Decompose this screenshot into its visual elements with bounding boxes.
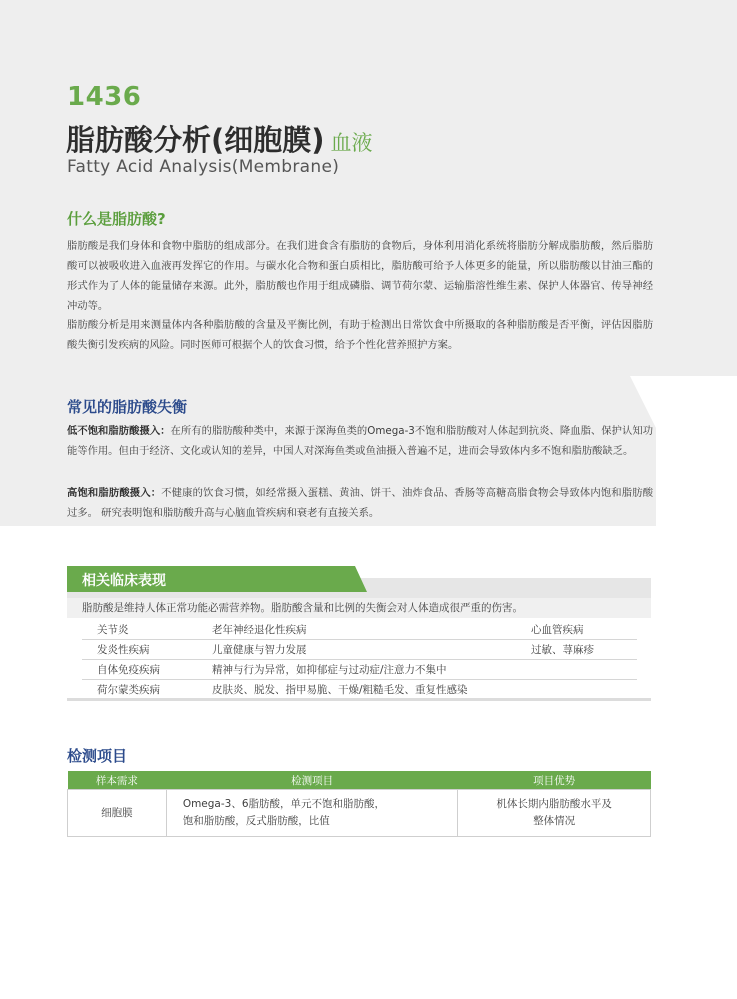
high-saturated-label: 高饱和脂肪酸摄入： <box>67 487 162 499</box>
clinical-cell: 老年神经退化性疾病 <box>212 624 307 636</box>
what-is-paragraph-2: 脂肪酸分析是用来测量体内各种脂肪酸的含量及平衡比例，有助于检测出日常饮食中所摄取的各种脂肪酸是否平衡，评估因脂肪酸失衡引发疾病的风险。同时医师可根据个人的饮食习惯，给予个性化营养照护方案。 <box>67 319 653 351</box>
tests-header-row <box>68 771 651 790</box>
advantage-line-1: 机体长期内脂肪酸水平及 <box>496 798 612 810</box>
tests-row <box>68 790 651 837</box>
clinical-cell: 心血管疾病 <box>531 624 584 636</box>
items-line-2: 饱和脂肪酸，反式脂肪酸，比值 <box>182 815 330 827</box>
sample-cell: 细胞膜 <box>68 790 167 837</box>
clinical-cell: 荷尔蒙类疾病 <box>97 684 160 696</box>
items-cell <box>166 790 458 837</box>
low-unsaturated-text: 在所有的脂肪酸种类中，来源于深海鱼类的Omega-3不饱和脂肪酸对人体起到抗炎、降血脂、保护认知功能等作用。但由于经济、文化或认知的差异，中国人对深海鱼类或鱼油摄入普遍不足，进而会导致体内多不饱和脂肪酸缺乏。 <box>67 425 653 457</box>
column-header-advantage: 项目优势 <box>458 771 651 790</box>
clinical-cell: 皮肤炎、脱发、指甲易脆、干燥/粗糙毛发、重复性感染 <box>212 684 468 696</box>
what-is-paragraph-1: 脂肪酸是我们身体和食物中脂肪的组成部分。在我们进食含有脂肪的食物后，身体利用消化系统将脂肪分解成脂肪酸，然后脂肪酸可以被吸收进入血液再发挥它的作用。与碳水化合物和蛋白质相比，脂肪酸可给予人体更多的能量，所以脂肪酸以甘油三酯的形式作为了人体的能量储存来源。此外，脂肪酸也作用于组成磷脂、调节荷尔蒙、运输脂溶性维生素、保护人体器官、传导神经冲动等。 <box>67 240 653 312</box>
clinical-row <box>82 660 637 680</box>
low-unsaturated-paragraph <box>67 421 653 461</box>
page-title <box>66 118 373 159</box>
clinical-heading: 相关临床表现 <box>82 573 166 589</box>
column-header-sample: 样本需求 <box>68 771 167 790</box>
clinical-cell: 过敏、荨麻疹 <box>531 644 594 656</box>
column-header-items: 检测项目 <box>166 771 458 790</box>
advantage-line-2: 整体情况 <box>533 815 576 827</box>
clinical-cell: 自体免疫疾病 <box>97 664 160 676</box>
items-line-1: Omega-3、6脂肪酸，单元不饱和脂肪酸， <box>182 798 386 810</box>
what-is-heading: 什么是脂肪酸? <box>67 210 166 228</box>
high-saturated-paragraph <box>67 483 653 523</box>
clinical-cell: 儿童健康与智力发展 <box>212 644 307 656</box>
clinical-row <box>82 680 637 700</box>
clinical-row <box>82 620 637 640</box>
low-unsaturated-label: 低不饱和脂肪酸摄入： <box>67 425 171 437</box>
title-cn: 脂肪酸分析(细胞膜) <box>66 123 325 157</box>
advantage-cell <box>458 790 651 837</box>
clinical-row <box>82 640 637 660</box>
title-suffix: 血液 <box>330 131 373 155</box>
title-english: Fatty Acid Analysis(Membrane) <box>67 157 340 177</box>
clinical-cell: 精神与行为异常，如抑郁症与过动症/注意力不集中 <box>212 664 447 676</box>
clinical-cell: 发炎性疾病 <box>97 644 150 656</box>
test-code: 1436 <box>67 82 142 112</box>
tests-table <box>67 771 651 837</box>
clinical-intro: 脂肪酸是维持人体正常功能必需营养物。脂肪酸含量和比例的失衡会对人体造成很严重的伤害。 <box>82 602 523 614</box>
tests-heading: 检测项目 <box>67 747 128 765</box>
clinical-bottom-rule <box>67 698 651 701</box>
clinical-cell: 关节炎 <box>97 624 129 636</box>
clinical-table <box>82 620 637 700</box>
high-saturated-text: 不健康的饮食习惯，如经常摄入蛋糕、黄油、饼干、油炸食品、香肠等高糖高脂食物会导致体内饱和脂肪酸过多。 研究表明饱和脂肪酸升高与心脑血管疾病和衰老有直接关系。 <box>67 487 654 519</box>
imbalance-heading: 常见的脂肪酸失衡 <box>67 398 188 416</box>
